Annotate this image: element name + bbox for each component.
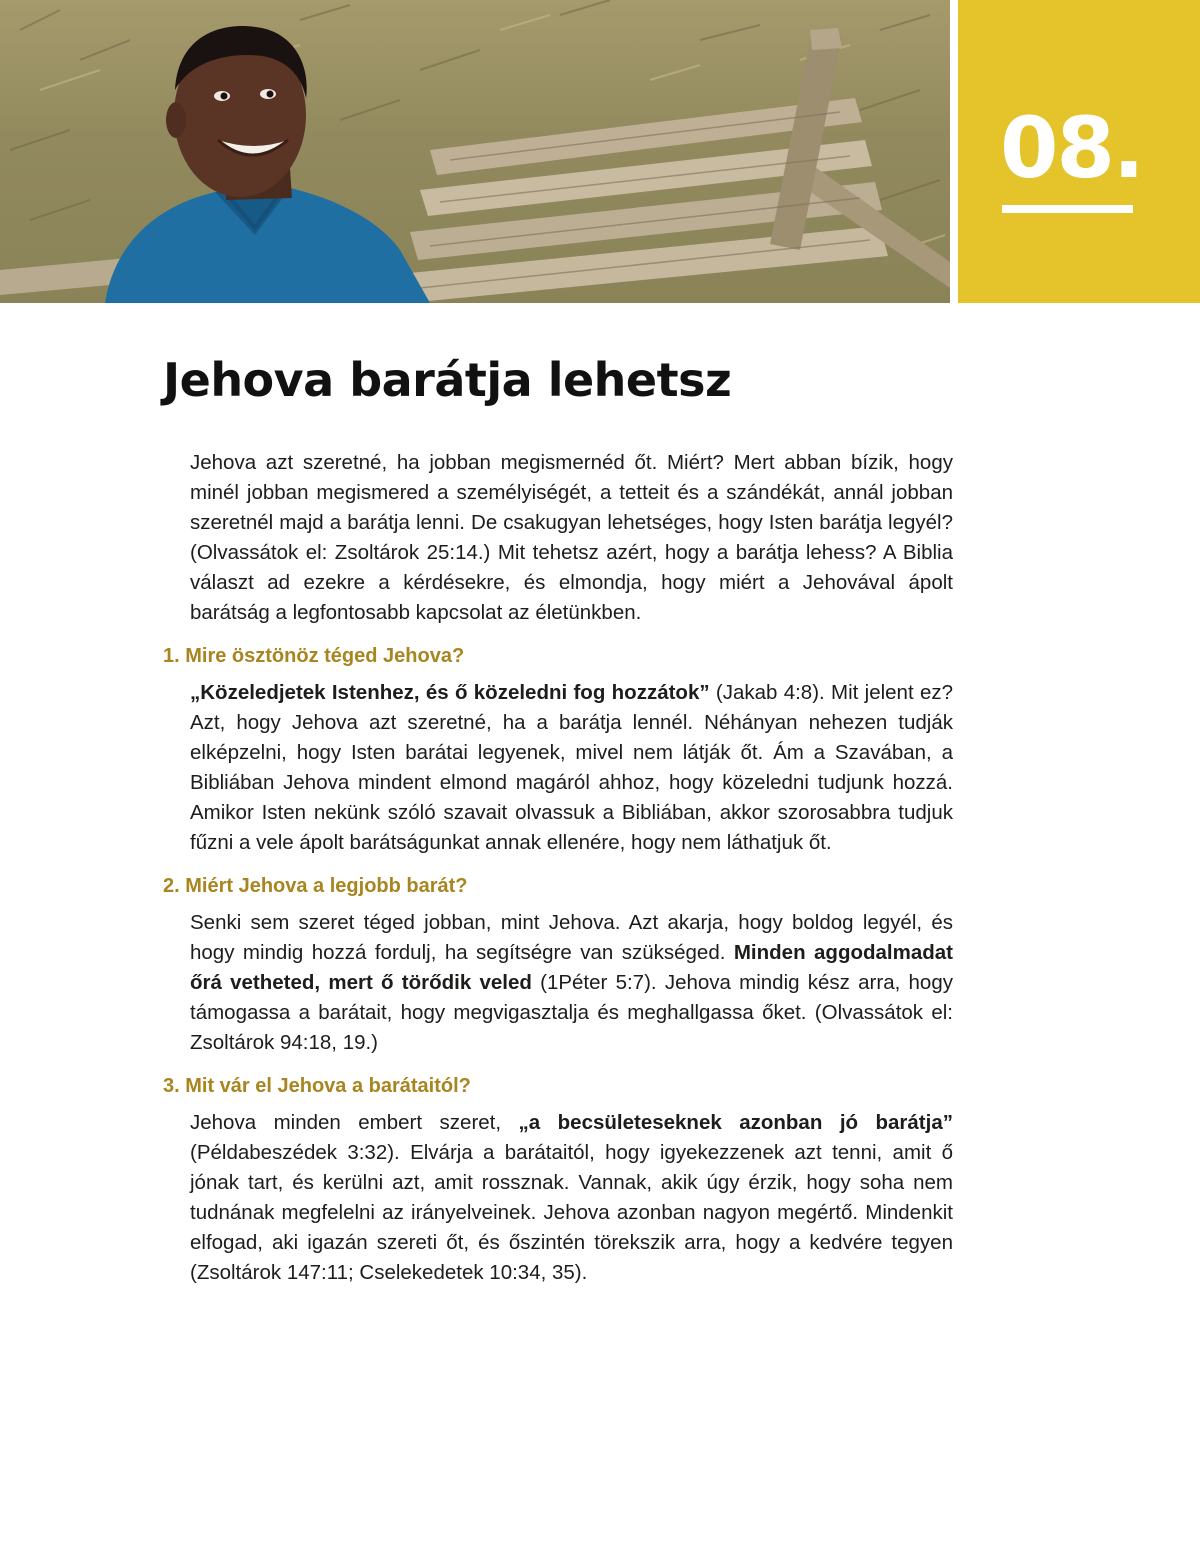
section-2-text-after: (1Péter 5:7). Jehova mindig kész arra, hogy támogassa a barátait, hogy megvigasztalja és meghallgassa őket. (Olvassátok el: Zsoltárok 94:18, 19.)	[190, 971, 953, 1054]
lesson-number: 08.	[1000, 99, 1143, 197]
page-title: Jehova barátja lehetsz	[163, 353, 732, 407]
section-2-paragraph	[190, 908, 953, 1058]
section-1-question: 1. Mire ösztönöz téged Jehova?	[163, 645, 465, 667]
section-2-scripture-quote: Minden aggodalmadat őrá vetheted, mert ő törődik veled	[190, 941, 954, 994]
section-3-question: 3. Mit vár el Jehova a barátaitól?	[163, 1075, 471, 1097]
section-2	[163, 871, 953, 1058]
section-1-text: (Jakab 4:8). Mit jelent ez? Azt, hogy Jehova azt szeretné, ha a barátja lennél. Néhányan nehezen tudják elképzelni, hogy Isten barátai legyenek, mivel nem látják őt. Ám a Szavában, a Bibliában Jehova mindent elmond magáról ahhoz, hogy közeledni tudjunk hozzá. Amikor Isten nekünk szóló szavait olvassuk a Bibliában, akkor szorosabbra tudjuk fűzni a vele ápolt barátságunkat annak ellenére, hogy nem láthatjuk őt.	[190, 681, 953, 854]
section-3-scripture-quote: „a becsületeseknek azonban jó barátja”	[518, 1111, 953, 1134]
section-1-paragraph	[190, 678, 953, 858]
section-3-paragraph	[190, 1108, 953, 1288]
lesson-number-underline	[1002, 205, 1133, 213]
section-2-question: 2. Miért Jehova a legjobb barát?	[163, 875, 468, 897]
section-1	[163, 641, 953, 858]
lesson-number-box	[958, 0, 1200, 303]
section-2-text-before: Senki sem szeret téged jobban, mint Jehova. Azt akarja, hogy boldog legyél, és hogy mindig hozzá fordulj, ha segítségre van szükséged.	[190, 911, 953, 964]
section-1-scripture-quote: „Közeledjetek Istenhez, és ő közeledni fog hozzátok”	[190, 681, 710, 704]
lesson-content	[163, 448, 953, 1301]
hero-photo	[0, 0, 950, 303]
section-3-text-before: Jehova minden embert szeret,	[190, 1111, 519, 1134]
man-on-bench-illustration	[0, 0, 950, 303]
intro-paragraph: Jehova azt szeretné, ha jobban megismernéd őt. Miért? Mert abban bízik, hogy minél jobban megismered a személyiségét, a tetteit és a szándékát, annál jobban szeretnél majd a barátja lenni. De csakugyan lehetséges, hogy Isten barátja legyél? (Olvassátok el: Zsoltárok 25:14.) Mit tehetsz azért, hogy a barátja lehess? A Biblia választ ad ezekre a kérdésekre, és elmondja, hogy miért a Jehovával ápolt barátság a legfontosabb kapcsolat az életünkben.	[190, 451, 953, 624]
section-3	[163, 1071, 953, 1288]
section-3-text-after: (Példabeszédek 3:32). Elvárja a barátaitól, hogy igyekezzenek azt tenni, amit ő jónak tart, és kerülni azt, amit rossznak. Vannak, akik úgy érzik, hogy soha nem tudnának megfelelni az irányelveinek. Jehova azonban nagyon megértő. Mindenkit elfogad, aki igazán szereti őt, és őszintén törekszik arra, hogy a kedvére tegyen (Zsoltárok 147:11; Cselekedetek 10:34, 35).	[190, 1141, 953, 1284]
